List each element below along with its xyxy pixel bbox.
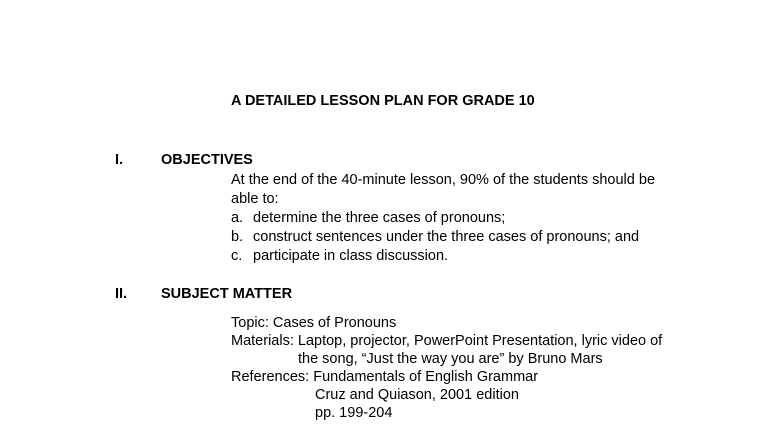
list-item-marker: c. bbox=[231, 248, 243, 264]
section-numeral: I. bbox=[115, 152, 124, 168]
references-line: References: Fundamentals of English Grammar bbox=[231, 369, 539, 385]
section-heading-subject-matter: SUBJECT MATTER bbox=[161, 286, 293, 302]
section-heading-objectives: OBJECTIVES bbox=[161, 152, 253, 168]
list-item-marker: b. bbox=[231, 229, 244, 245]
list-item-text: participate in class discussion. bbox=[253, 248, 449, 264]
references-line: pp. 199-204 bbox=[315, 405, 393, 421]
objectives-intro-line: At the end of the 40-minute lesson, 90% of the students should be bbox=[231, 172, 656, 188]
materials-line: the song, “Just the way you are” by Bruno Mars bbox=[298, 351, 603, 367]
section-numeral: II. bbox=[115, 286, 128, 302]
list-item-text: determine the three cases of pronouns; bbox=[253, 210, 506, 226]
references-line: Cruz and Quiason, 2001 edition bbox=[315, 387, 519, 403]
objectives-intro-line: able to: bbox=[231, 191, 279, 207]
list-item-text: construct sentences under the three cases of pronouns; and bbox=[253, 229, 640, 245]
list-item-marker: a. bbox=[231, 210, 244, 226]
materials-line: Materials: Laptop, projector, PowerPoint Presentation, lyric video of bbox=[231, 333, 663, 349]
document-title: A DETAILED LESSON PLAN FOR GRADE 10 bbox=[231, 93, 535, 109]
topic-line: Topic: Cases of Pronouns bbox=[231, 315, 397, 331]
